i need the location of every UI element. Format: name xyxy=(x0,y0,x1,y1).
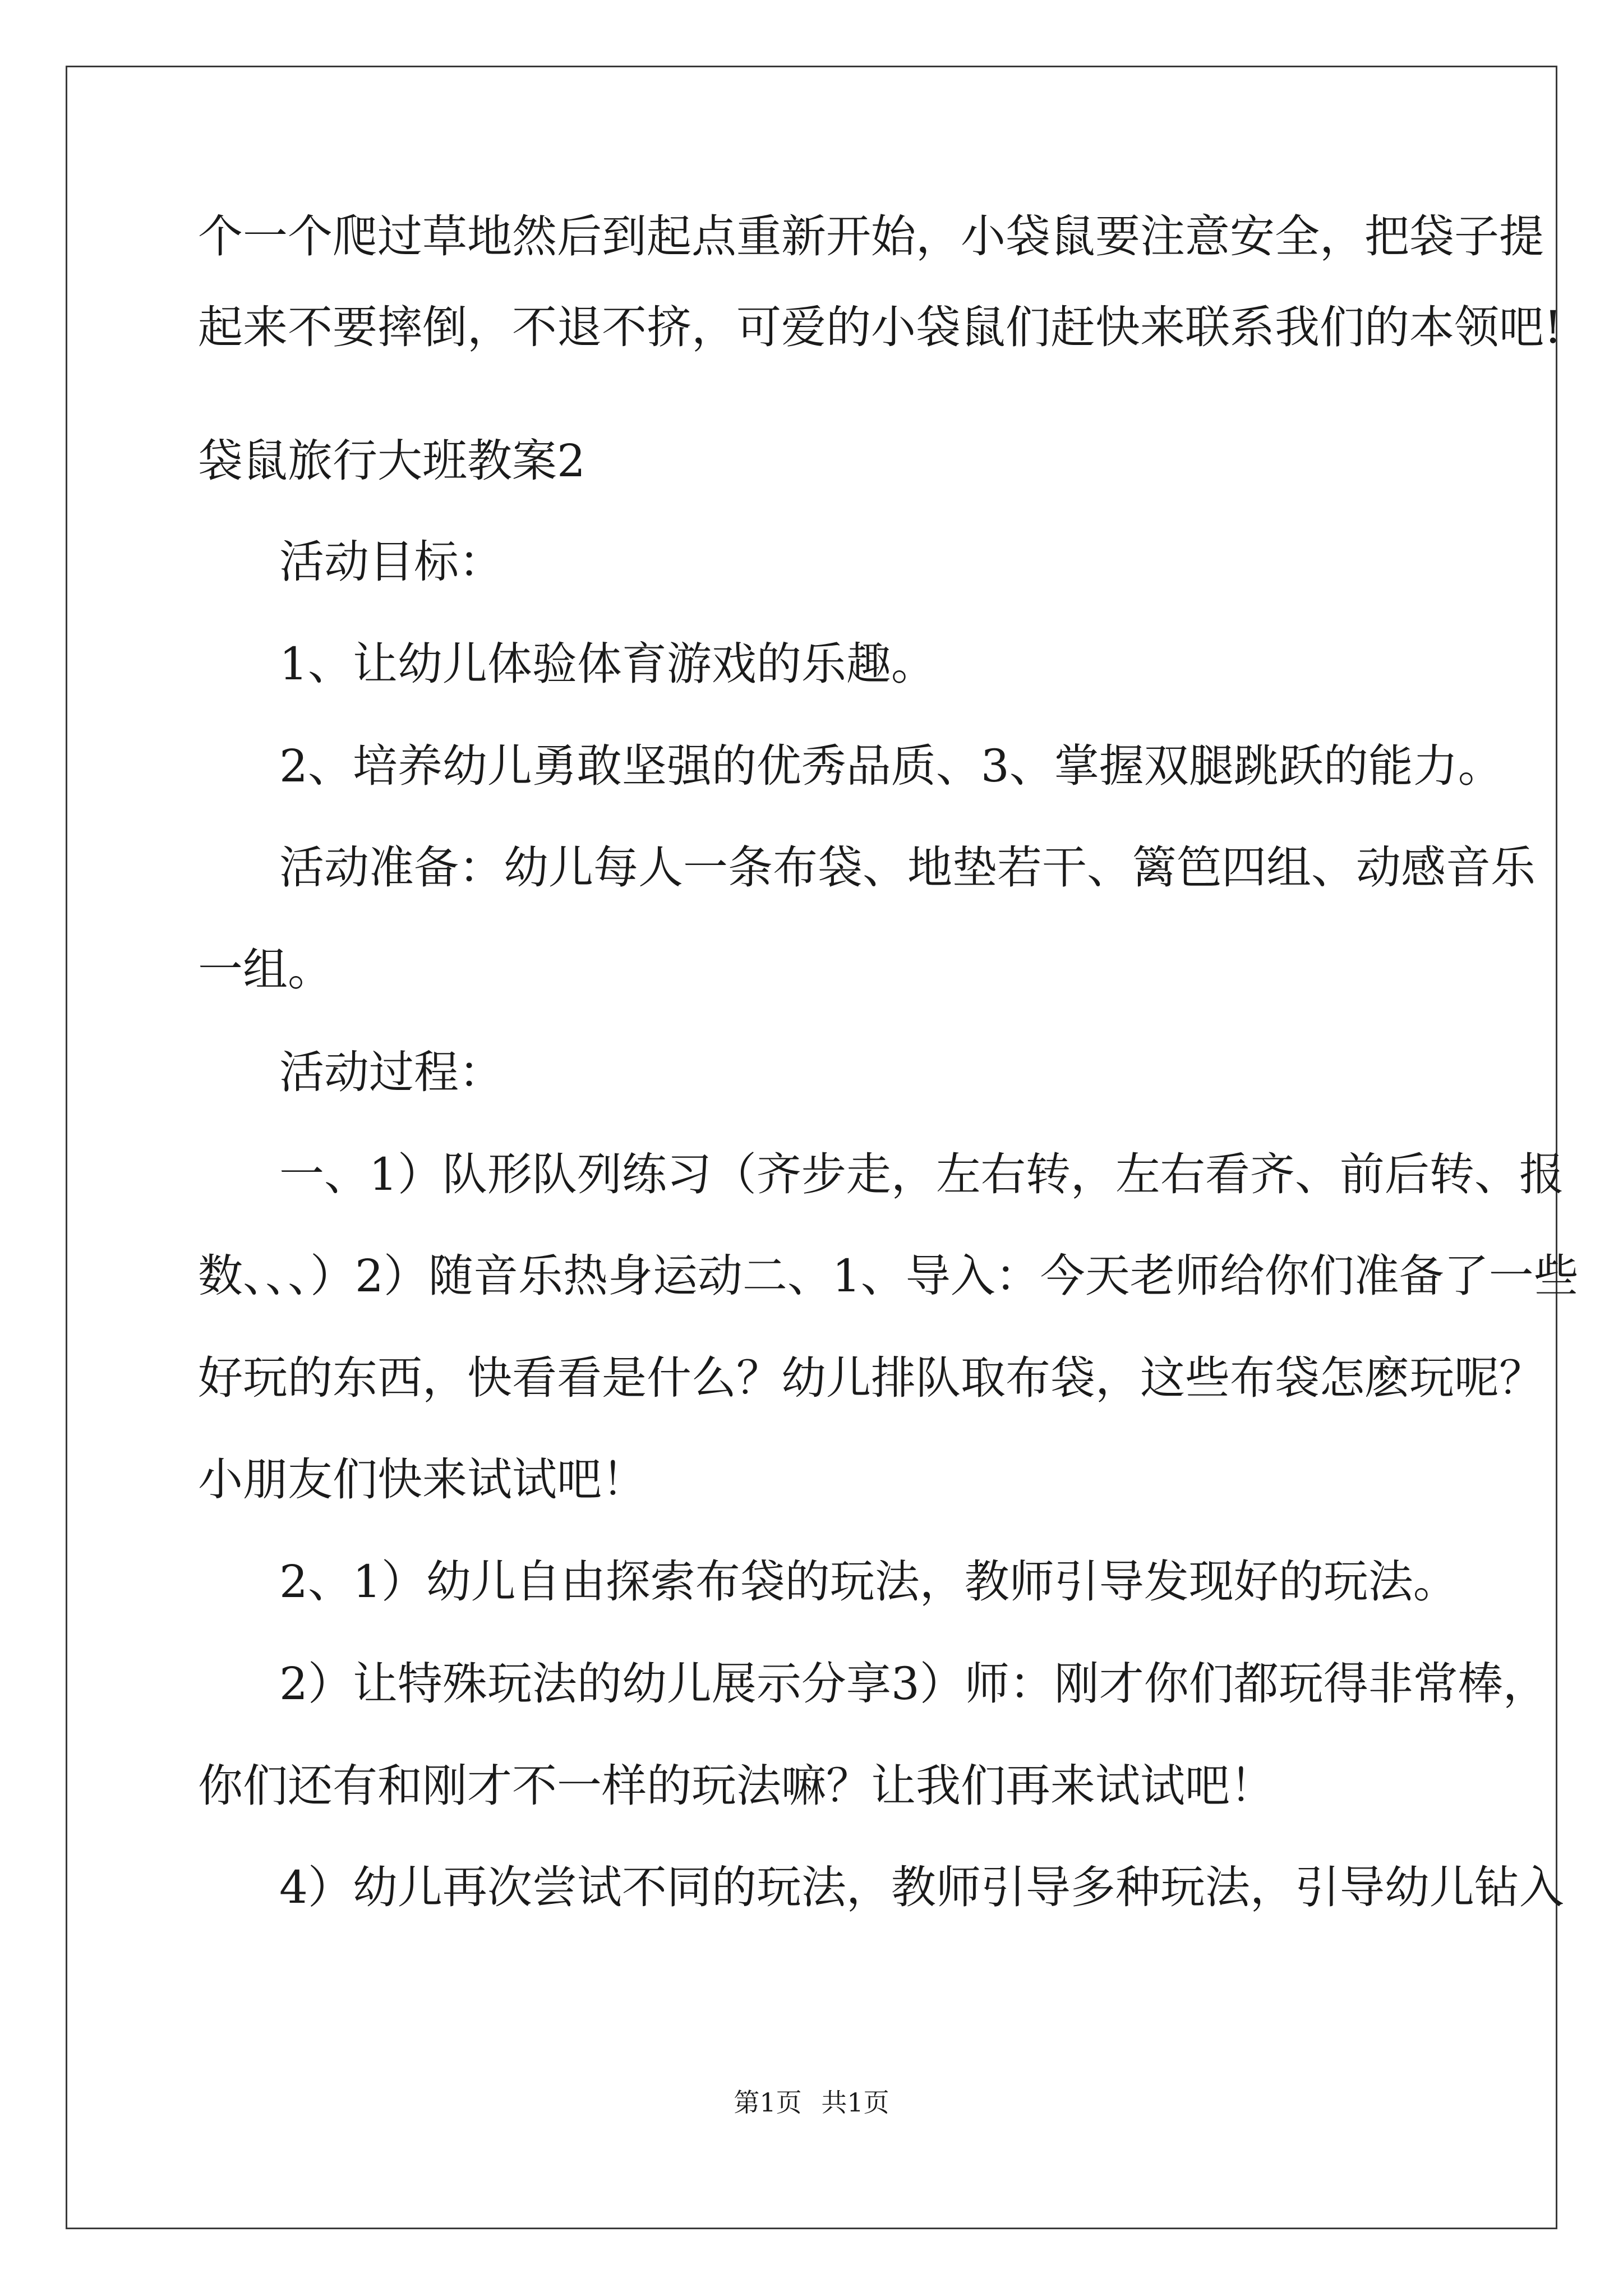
body-text-line: 4）幼儿再次尝试不同的玩法，教师引导多种玩法，引导幼儿钻入 xyxy=(279,1861,1564,1913)
page-number: 第1页 xyxy=(734,2087,802,2118)
body-text-line: 个一个爬过草地然后到起点重新开始，小袋鼠要注意安全，把袋子提 xyxy=(198,210,1544,263)
paragraph-preparation: 活动准备：幼儿每人一条布袋、地垫若干、篱笆四组、动感音乐 xyxy=(279,841,1536,894)
body-text-line: 好玩的东西，快看看是什么？幼儿排队取布袋，这些布袋怎麽玩呢？ xyxy=(198,1352,1544,1404)
body-text-line: 起来不要摔倒，不退不挤，可爱的小袋鼠们赶快来联系我们的本领吧! xyxy=(198,301,1562,353)
body-text-line: 数、、、）2）随音乐热身运动二、1、导入：今天老师给你们准备了一些 xyxy=(198,1250,1579,1302)
body-text-line: 小朋友们快来试试吧！ xyxy=(198,1453,647,1506)
subheading-goals: 活动目标： xyxy=(279,536,504,588)
body-text-line: 一、1）队形队列练习（齐步走，左右转，左右看齐、前后转、报 xyxy=(279,1148,1564,1200)
page-footer xyxy=(0,2086,1623,2119)
body-text-line: 你们还有和刚才不一样的玩法嘛？让我们再来试试吧！ xyxy=(198,1760,1275,1812)
subheading-process: 活动过程： xyxy=(279,1046,504,1098)
list-item: 1、让幼儿体验体育游戏的乐趣。 xyxy=(279,638,936,690)
section-heading: 袋鼠旅行大班教案2 xyxy=(198,435,585,487)
page-total: 共1页 xyxy=(821,2087,889,2118)
body-text-line: 2、1）幼儿自由探索布袋的玩法，教师引导发现好的玩法。 xyxy=(279,1556,1458,1608)
body-text-line: 2）让特殊玩法的幼儿展示分享3）师：刚才你们都玩得非常棒， xyxy=(279,1658,1548,1710)
body-text-line: 一组。 xyxy=(198,944,333,996)
list-item: 2、培养幼儿勇敢坚强的优秀品质、3、掌握双腿跳跃的能力。 xyxy=(279,740,1503,792)
